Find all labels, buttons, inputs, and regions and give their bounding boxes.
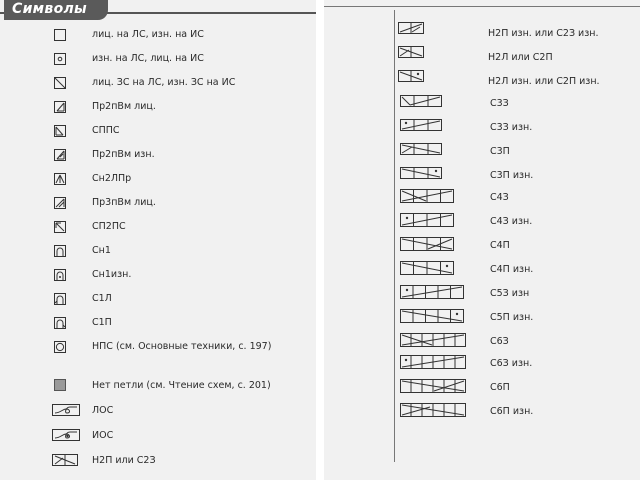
legend-label: С4З изн. [490, 216, 533, 227]
section-title: Символы [12, 1, 88, 17]
legend-label: Н2Л изн. или С2П изн. [488, 76, 600, 87]
page-gutter [316, 0, 324, 480]
legend-label: С4П изн. [490, 264, 534, 275]
arch-icon [54, 245, 66, 257]
legend-label: Сн2ЛПр [92, 173, 132, 184]
legend-label: С6З [490, 336, 509, 347]
legend-label: ИОС [92, 430, 114, 441]
cable-6-icon [400, 333, 466, 347]
legend-label: ЛОС [92, 405, 114, 416]
dec-right-icon [54, 101, 66, 113]
legend-label: Пр2пВм изн. [92, 149, 155, 160]
legend-label: СППС [92, 125, 120, 136]
legend-label: С1Л [92, 293, 112, 304]
legend-label: С3П [490, 146, 510, 157]
dec-three-icon [54, 197, 66, 209]
legend-label: лиц. ЗС на ЛС, изн. ЗС на ИС [92, 77, 236, 88]
cross-2-icon [398, 70, 424, 82]
cable-3-icon [400, 95, 442, 107]
arch-right-icon [54, 317, 66, 329]
legend-label: лиц. на ЛС, изн. на ИС [92, 29, 204, 40]
cross-2-icon [398, 22, 424, 34]
column-divider [394, 10, 395, 462]
legend-label: С3З изн. [490, 122, 533, 133]
legend-label: С5П изн. [490, 312, 534, 323]
legend-label: С4П [490, 240, 510, 251]
legend-label: Сн1 [92, 245, 111, 256]
cross-two-icon [52, 454, 78, 466]
legend-label: С6П [490, 382, 510, 393]
legend-label: С5З изн [490, 288, 530, 299]
cable-6-icon [400, 403, 466, 417]
legend-label: НПС (см. Основные техники, с. 197) [92, 341, 272, 352]
diagonal-cell-icon [54, 77, 66, 89]
cable-3-icon [400, 143, 442, 155]
header-rule [324, 6, 640, 7]
no-stitch-icon [54, 379, 66, 391]
legend-label: Нет петли (см. Чтение схем, с. 201) [92, 380, 271, 391]
legend-label: Н2П изн. или С2З изн. [488, 28, 599, 39]
legend-label: изн. на ЛС, лиц. на ИС [92, 53, 204, 64]
cable-5-icon [400, 285, 464, 299]
section-header [0, 0, 316, 20]
legend-label: Пр2пВм лиц. [92, 101, 156, 112]
legend-label: С6З изн. [490, 358, 533, 369]
cable-3-icon [400, 119, 442, 131]
legend-label: Пр3пВм лиц. [92, 197, 156, 208]
ssk-icon [54, 125, 66, 137]
header-tab [4, 0, 108, 20]
dec-right-purl-icon [54, 149, 66, 161]
arch-left-icon [54, 293, 66, 305]
legend-label: С6П изн. [490, 406, 534, 417]
empty-cell-icon [54, 29, 66, 41]
legend-label: Н2Л или С2П [488, 52, 553, 63]
cable-6-icon [400, 379, 466, 393]
loop-icon [52, 404, 80, 416]
cable-4-icon [400, 261, 454, 275]
double-ssk-icon [54, 221, 66, 233]
legend-label: С4З [490, 192, 509, 203]
cross-2-icon [398, 46, 424, 58]
loop-purl-icon [52, 429, 80, 441]
cable-3-icon [400, 167, 442, 179]
center-dec-icon [54, 173, 66, 185]
cable-4-icon [400, 189, 454, 203]
right-page [324, 0, 640, 480]
circle-cell-icon [54, 341, 66, 353]
legend-label: Н2П или С2З [92, 455, 156, 466]
cable-6-icon [400, 355, 466, 369]
dot-cell-icon [54, 53, 66, 65]
cable-4-icon [400, 213, 454, 227]
arch-dot-icon [54, 269, 66, 281]
legend-label: С3П изн. [490, 170, 534, 181]
legend-label: СП2ПС [92, 221, 126, 232]
legend-label: С3З [490, 98, 509, 109]
cable-5-icon [400, 309, 464, 323]
legend-label: С1П [92, 317, 112, 328]
legend-label: Сн1изн. [92, 269, 132, 280]
cable-4-icon [400, 237, 454, 251]
left-page [0, 0, 316, 480]
